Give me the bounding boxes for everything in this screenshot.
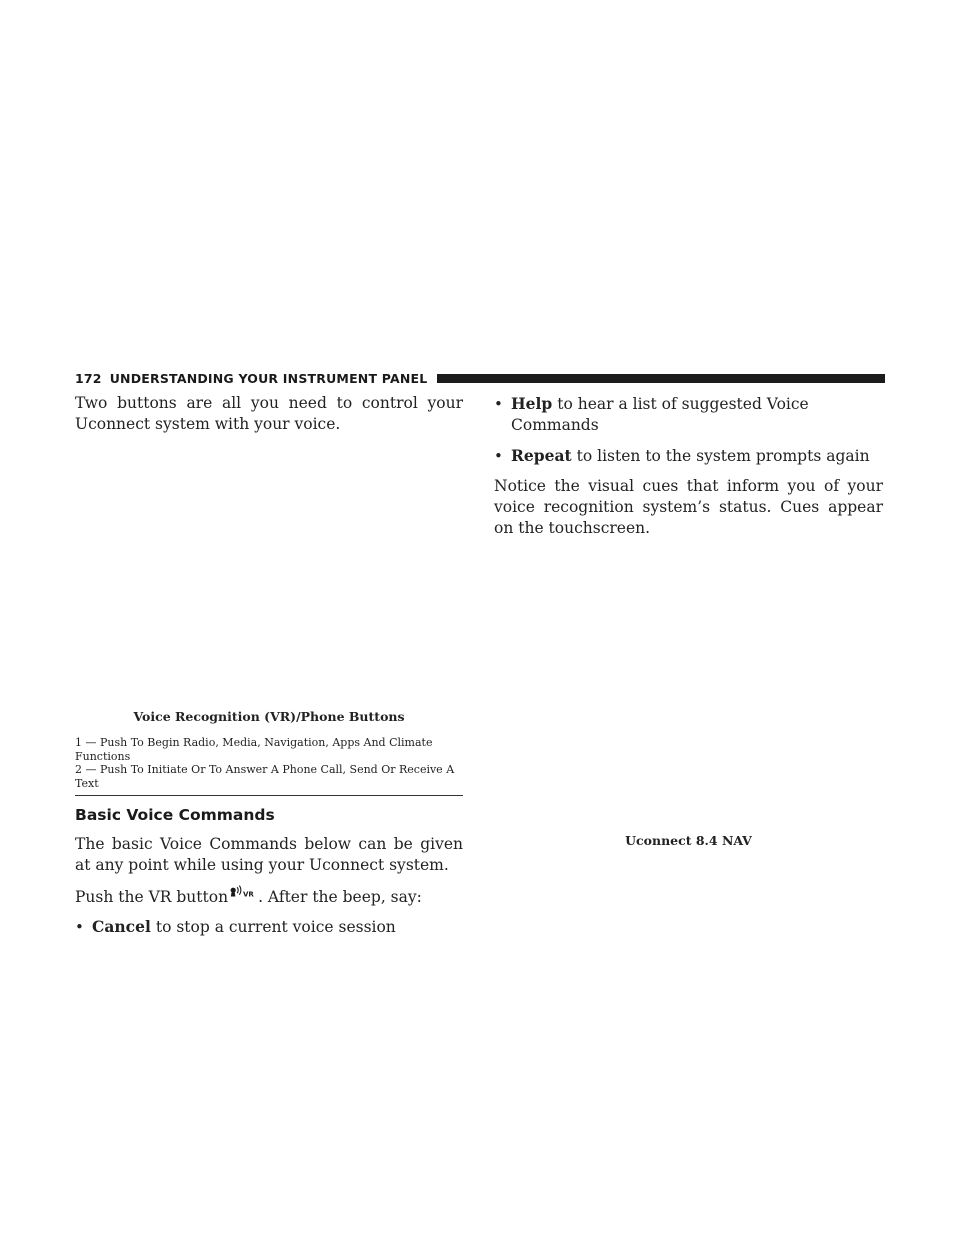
- vr-phone-buttons-figure: [75, 443, 463, 693]
- bullet-dot: •: [494, 395, 503, 413]
- figure-caption-uconnect: Uconnect 8.4 NAV: [625, 833, 752, 848]
- bullet-text-cancel: to stop a current voice session: [155, 918, 396, 936]
- legend-divider: [75, 795, 463, 796]
- bullet-text-help: to hear a list of suggested Voice Commands: [511, 395, 809, 434]
- right-column: [494, 393, 883, 848]
- bullet-repeat: [494, 445, 883, 467]
- figure-caption-vr-buttons: Voice Recognition (VR)/Phone Buttons: [133, 709, 405, 724]
- bullet-help: [494, 393, 883, 436]
- intro-paragraph: Two buttons are all you need to control your Uconnect system with your voice.: [75, 394, 463, 433]
- bullet-cancel: [75, 916, 463, 938]
- header-rule-bar: [437, 374, 885, 383]
- bullet-dot: •: [75, 918, 84, 936]
- bullet-text-repeat: to listen to the system prompts again: [576, 447, 870, 465]
- page-header: [75, 370, 885, 386]
- legend-item-1: 1 — Push To Begin Radio, Media, Navigation, Apps And Climate Functions: [75, 736, 433, 763]
- push-vr-paragraph: [75, 884, 463, 908]
- voice-recognition-icon: [230, 884, 256, 898]
- section-title: UNDERSTANDING YOUR INSTRUMENT PANEL: [109, 370, 428, 386]
- bullet-term-help: Help: [511, 394, 553, 413]
- section-heading: Basic Voice Commands: [75, 806, 275, 824]
- bullet-term-cancel: Cancel: [92, 917, 151, 936]
- svg-text:VR: VR: [243, 890, 254, 898]
- left-column: [75, 393, 463, 947]
- bullet-dot: •: [494, 447, 503, 465]
- legend-item-2: 2 — Push To Initiate Or To Answer A Phone Call, Send Or Receive A Text: [75, 763, 455, 790]
- uconnect-screen-figure: [494, 547, 883, 833]
- notice-paragraph: Notice the visual cues that inform you of your voice recognition system’s status. Cues appear on the touchscreen.: [494, 477, 883, 537]
- push-text-before: Push the VR button: [75, 888, 229, 906]
- bullet-term-repeat: Repeat: [511, 446, 572, 465]
- section-intro-paragraph: The basic Voice Commands below can be given at any point while using your Uconnect system.: [75, 835, 463, 874]
- push-text-after: . After the beep, say:: [258, 888, 422, 906]
- page-number: 172: [75, 370, 102, 386]
